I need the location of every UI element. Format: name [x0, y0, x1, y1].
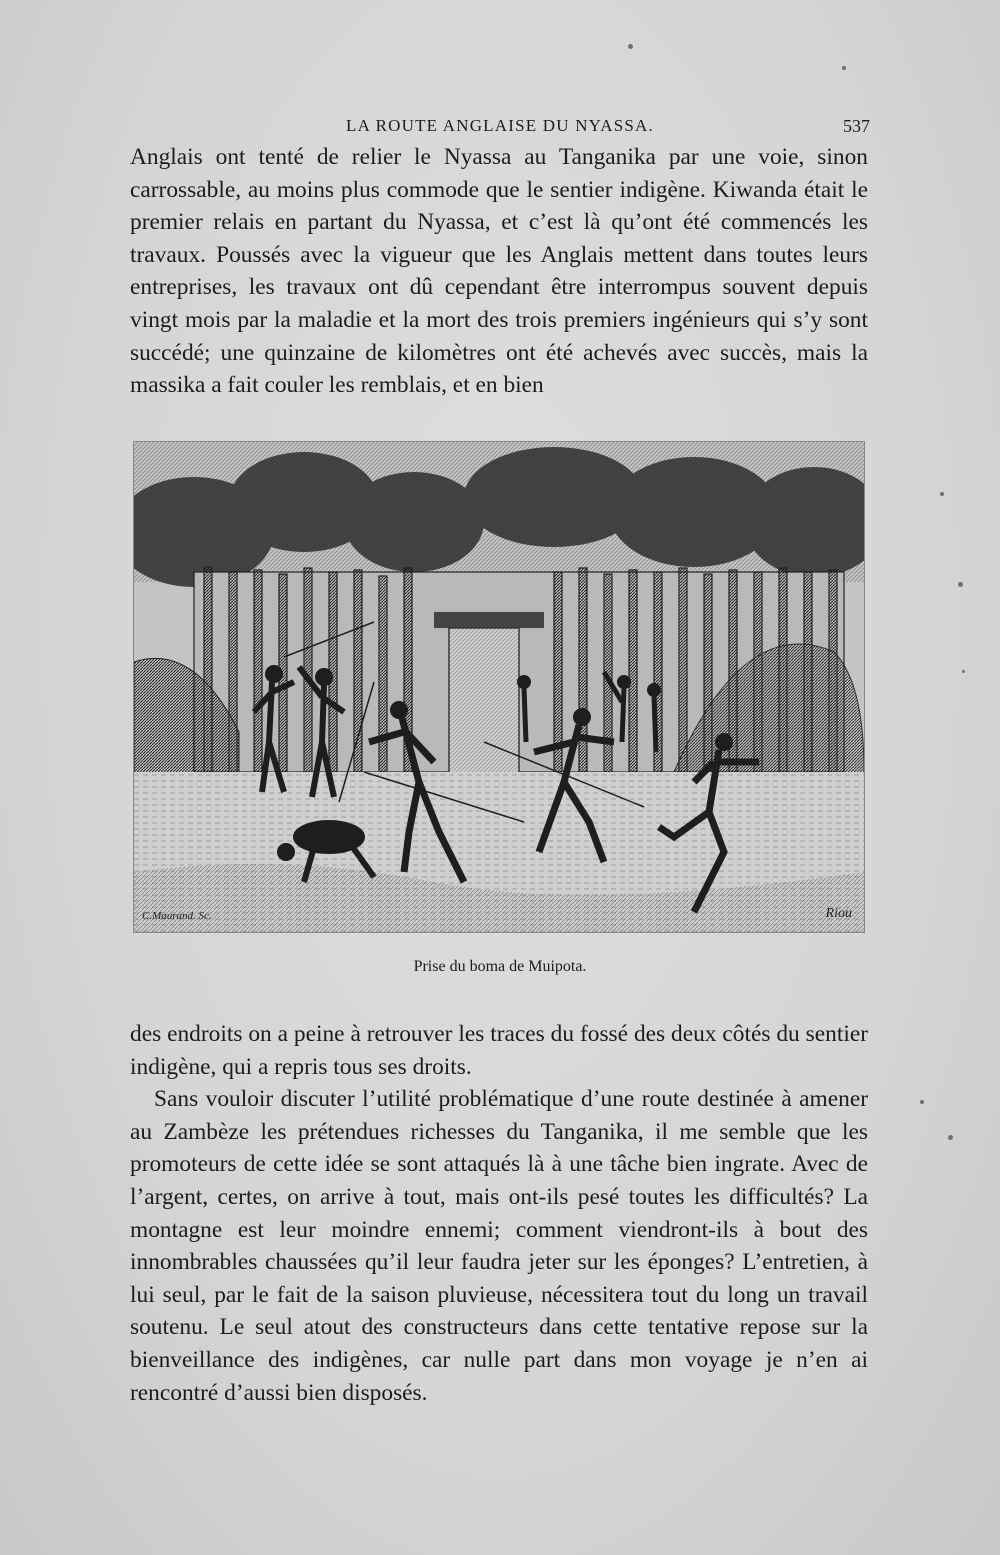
figure-caption: Prise du boma de Muipota.: [413, 958, 587, 975]
paper-speck: [628, 44, 633, 49]
page-header: [130, 116, 870, 142]
engraving-illustration: [133, 441, 865, 933]
page-number: 537: [843, 116, 870, 136]
paper-speck: [958, 582, 963, 587]
paper-speck: [962, 670, 965, 673]
artist-signature: Riou: [825, 906, 852, 921]
paragraph: Sans vouloir discuter l’utilité problématique d’une route destinée à amener au Zambèze les prétendues richesses du Tanganika, il me semble que les promoteurs de cette idée se sont attaqués là à une tâche bien ingrate. Avec de l’argent, certes, on arrive à tout, mais ont-ils pesé toutes les difficultés? La montagne est leur moindre ennemi; comment viendront-ils à bout des innombrables chaussées qu’il leur faudra jeter sur les éponges? L’entretien, à lui seul, par le fait de la saison pluvieuse, nécessitera tout du long un travail soutenu. Le seul atout des constructeurs dans cette tentative repose sur la bienveillance des indigènes, car nulle part dans mon voyage je n’en ai rencontré d’aussi bien disposés.: [130, 1086, 868, 1406]
engraving-scene: [134, 442, 864, 932]
paper-speck: [920, 1100, 924, 1104]
paper-speck: [940, 492, 944, 496]
paper-speck: [842, 66, 846, 70]
body-text-bottom: [130, 1018, 868, 1409]
paragraph-continued: Anglais ont tenté de relier le Nyassa au Tanganika par une voie, sinon carrossable, au moins plus commode que le sentier indigène. Kiwanda était le premier relais en partant du Nyassa, et c’est là qu’ont été commencés les travaux. Poussés avec la vigueur que les Anglais mettent dans toutes leurs entreprises, les travaux ont dû cependant être interrompus souvent depuis vingt mois par la maladie et la mort des trois premiers ingénieurs qui s’y sont succédé; une quinzaine de kilomètres ont été achevés avec succès, mais la massika a fait couler les remblais, et en bien: [130, 144, 868, 399]
engraver-signature: C.Maurand. Sc.: [142, 910, 212, 922]
running-title: LA ROUTE ANGLAISE DU NYASSA.: [346, 116, 654, 135]
paragraph-continuation: des endroits on a peine à retrouver les traces du fossé des deux côtés du sentier indigène, qui a repris tous ses droits.: [130, 1021, 868, 1080]
paper-speck: [948, 1135, 953, 1140]
body-text-top: [130, 141, 868, 402]
